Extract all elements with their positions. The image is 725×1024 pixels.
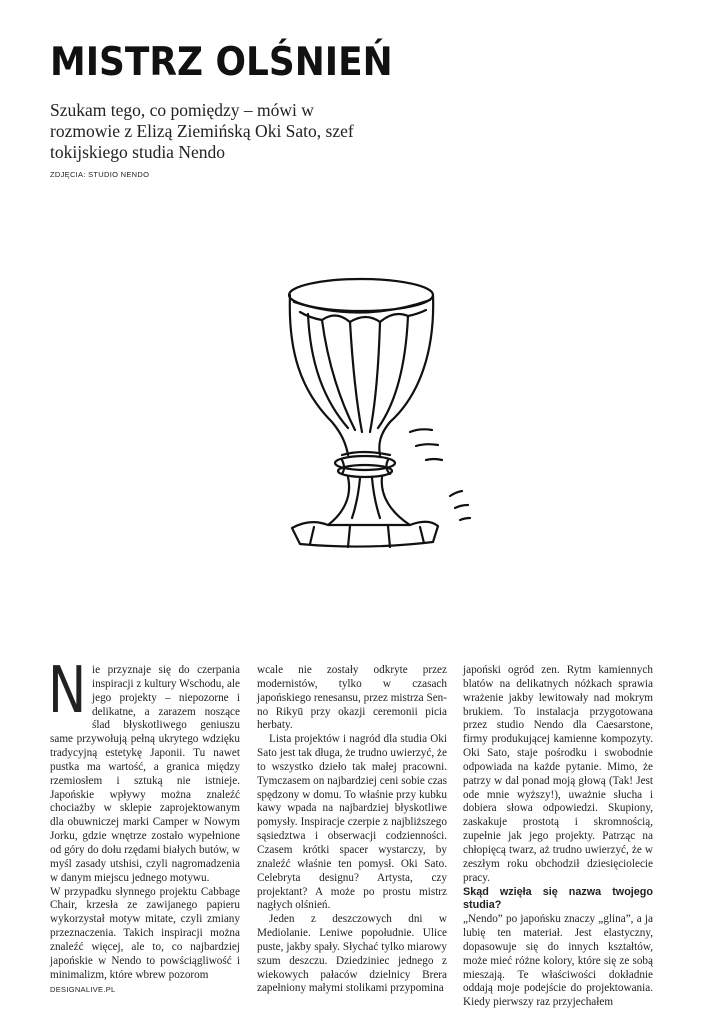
goblet-knop	[342, 452, 390, 455]
body-paragraph: Jeden z deszczowych dni w Mediolanie. Leniwe popołudnie. Ulice puste, jakby spały. Słychać tylko miarowy szum deszczu. Dziedziniec jednego z wiekowych pałaców dzielnicy Brera zapełniony małymi stolikami przypomina	[257, 913, 447, 995]
body-paragraph: „Nendo” po japońsku znaczy „glina”, a ja lubię ten materiał. Jest elastyczny, dopasowuje się do innych kształtów, może mieć różne kolory, które się ze sobą mieszają. Te właściwości dokładnie oddają moje podejście do projektowania. Kiedy pierwszy raz przyjechałem	[463, 913, 653, 1009]
article-column-3	[463, 664, 653, 1010]
footer-site: DESIGNALIVE.PL	[50, 985, 116, 994]
article-title: MISTRZ OLŚNIEŃ	[50, 40, 393, 85]
body-paragraph: japoński ogród zen. Rytm kamiennych blatów na delikatnych nóżkach sprawia wrażenie jakby lewitowały nad mokrym brukiem. To instalacja przygotowana przez studio Nendo dla Caesarstone, firmy produkującej kamienne kompozyty. Oki Sato, staje pośrodku i swobodnie odpowiada na każde pytanie. Mimo, że patrzy w dal ponad moją głową (Tak! Jest ode mnie wyższy!), uważnie słucha i dobiera słowa odpowiedzi. Skupiony, zaskakuje prostotą i skromnością, zupełnie jak jego projekty. Patrząc na chłopięcą twarz, aż trudno uwierzyć, że w zeszłym roku obchodził dziesięciolecie pracy.	[463, 664, 653, 884]
interview-question: Skąd wzięła się nazwa twojego studia?	[463, 885, 653, 912]
body-paragraph: wcale nie zostały odkryte przez modernistów, tylko w czasach japońskiego renesansu, przez mistrza Sen-no Rikyū przy okazji ceremonii picia herbaty.	[257, 664, 447, 732]
goblet-stem	[328, 477, 349, 525]
body-paragraph: W przypadku słynnego projektu Cabbage Chair, krzesła ze zawijanego papieru wykorzystał motyw mitate, czyli zmiany przeznaczenia. Takich inspiracji można znaleźć więcej, ale to, co najbardziej japońskie w Nendo to powściągliwość i minimalizm, które wbrew pozorom	[50, 885, 240, 981]
body-paragraph: Lista projektów i nagród dla studia Oki Sato jest tak długa, że trudno uwierzyć, że to wszystko dzieło tak małej pracowni. Tymczasem on najbardziej ceni sobie czas spędzony w domu. To właśnie przy kubku kawy wpada na najbardziej błyskotliwe pomysły. Inspiracje czerpie z najbliższego sąsiedztwa i obserwacji codzienności. Czasem krótki spacer wystarczy, by znaleźć właśnie ten pomysł. Oki Sato. Celebryta designu? Artysta, czy projektant? A może po prostu mistrz nagłych olśnień.	[257, 733, 447, 912]
motion-mark-icon	[410, 429, 432, 432]
dropcap: N	[48, 654, 87, 728]
article-column-2	[257, 664, 447, 996]
article-column-1	[48, 654, 240, 982]
body-paragraph	[48, 654, 240, 886]
goblet-foot	[292, 522, 438, 547]
article-lede: Szukam tego, co pomiędzy – mówi w rozmowie z Elizą Ziemińską Oki Sato, szef tokijskiego studia Nendo	[50, 100, 354, 162]
photo-credit: ZDJĘCIA: STUDIO NENDO	[50, 170, 150, 179]
paragraph-text: ie przyznaje się do czerpania inspiracji z kultury Wschodu, ale jego projekty – niepozorne i delikatne, a zarazem noszące ślad błyskotliwego geniuszu same przywołują pełną ukrytego wdzięku tradycyjną estetykę Japonii. Tu nawet pustka ma wartość, a granica między rzemiosłem i sztuką nie istnieje. Japońskie wpływy można znaleźć chociażby w sklepie zaprojektowanym dla obuwniczej marki Camper w Nowym Jorku, gdzie wnętrze zostało wypełnione od góry do dołu rzędami białych butów, w myśl zasady utshisi, czyli nagromadzenia w danym miejscu jednego motywu.	[50, 664, 240, 884]
goblet-illustration	[250, 250, 500, 570]
